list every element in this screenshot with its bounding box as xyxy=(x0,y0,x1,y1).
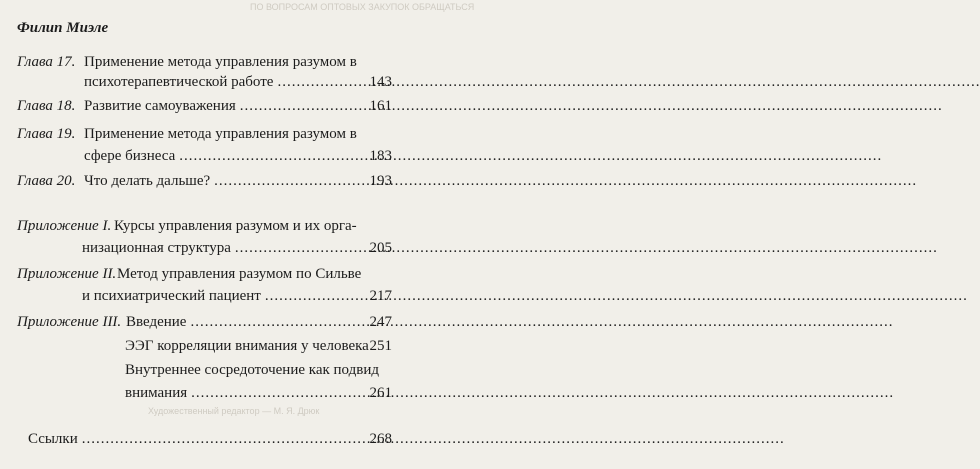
dot-leader xyxy=(82,429,785,449)
entry-title-line: Метод управления разумом по Сильве xyxy=(117,266,362,282)
entry-title-line: Курсы управления разумом и их орга- xyxy=(114,218,357,234)
entry-title-line xyxy=(82,238,362,258)
page-number: 268 xyxy=(369,431,392,447)
page-number: 205 xyxy=(369,240,392,256)
entry-title-line xyxy=(84,171,362,191)
entry-title-line xyxy=(125,336,369,356)
entry-title-line: Внутреннее сосредоточение как подвид xyxy=(125,362,379,378)
page-number: 261 xyxy=(369,385,392,401)
dot-leader xyxy=(190,312,893,332)
entry-label: Глава 19. xyxy=(17,126,76,142)
entry-title-text: внимания xyxy=(125,385,188,401)
entry-title-text: Введение xyxy=(126,314,187,330)
entry-label: Глава 20. xyxy=(17,173,76,189)
entry-label: Приложение I. xyxy=(17,218,112,234)
dot-leader xyxy=(214,171,917,191)
page-number: 161 xyxy=(369,98,392,114)
entry-label: Глава 17. xyxy=(17,54,76,70)
entry-title-line xyxy=(84,96,362,116)
entry-title-line xyxy=(28,429,362,449)
page-number: 143 xyxy=(369,74,392,90)
page-number: 193 xyxy=(369,173,392,189)
entry-label: Приложение III. xyxy=(17,314,122,330)
entry-title-line xyxy=(84,146,362,166)
entry-title-text: сфере бизнеса xyxy=(84,148,176,164)
dot-leader xyxy=(240,96,943,116)
entry-label: Глава 18. xyxy=(17,98,76,114)
entry-title-line xyxy=(84,72,362,92)
entry-title-line xyxy=(125,383,362,403)
entry-title-line: Применение метода управления разумом в xyxy=(84,126,357,142)
dot-leader xyxy=(191,383,894,403)
entry-title-text: психотерапевтической работе xyxy=(84,74,274,90)
entry-label: Приложение II. xyxy=(17,266,117,282)
page-number: 251 xyxy=(369,338,392,354)
entry-title-text: Развитие самоуважения xyxy=(84,98,236,114)
entry-title-text: и психиатрический пациент xyxy=(82,288,261,304)
entry-title-text: низационная структура xyxy=(82,240,231,256)
entry-title-text: Что делать дальше? xyxy=(84,173,211,189)
bleed-through-text: Художественный редактор — М. Я. Дрюк xyxy=(148,406,320,416)
entry-title-text: Ссылки xyxy=(28,431,78,447)
dot-leader xyxy=(235,238,938,258)
page-number: 247 xyxy=(369,314,392,330)
entry-title-line: Применение метода управления разумом в xyxy=(84,54,357,70)
page-number: 183 xyxy=(369,148,392,164)
entry-title-line xyxy=(82,286,362,306)
page-number: 217 xyxy=(369,288,392,304)
entry-title-line xyxy=(126,312,362,332)
entry-title-text: ЭЭГ корреляции внимания у человека xyxy=(125,338,369,354)
dot-leader xyxy=(179,146,882,166)
bleed-through-text: ПО ВОПРОСАМ ОПТОВЫХ ЗАКУПОК ОБРАЩАТЬСЯ xyxy=(250,2,475,12)
author-name: Филип Миэле xyxy=(17,20,109,36)
